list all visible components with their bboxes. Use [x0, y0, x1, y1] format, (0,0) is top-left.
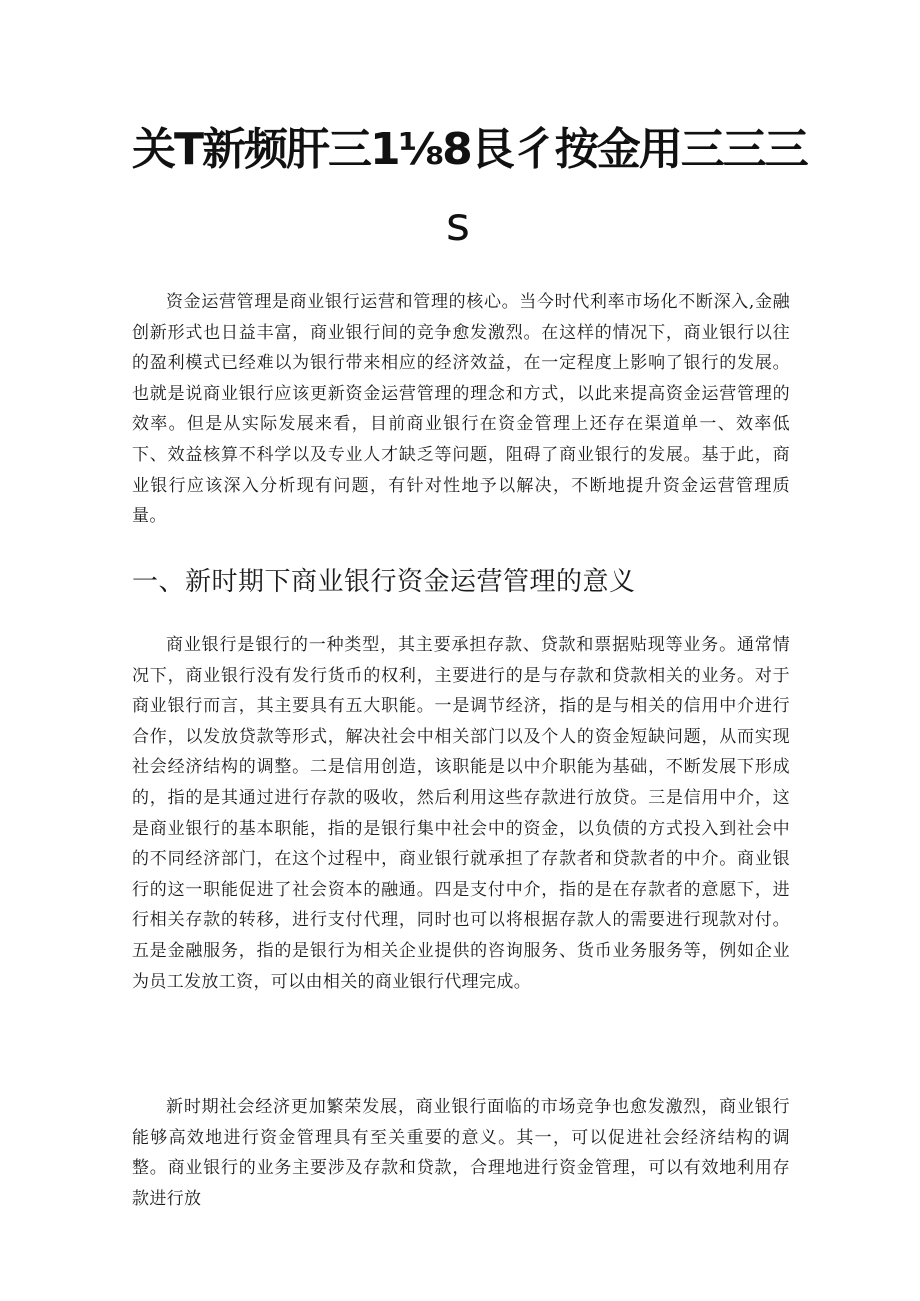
intro-paragraph: 资金运营管理是商业银行运营和管理的核心。当今时代利率市场化不断深入,金融创新形式也日益丰富，商业银行间的竞争愈发激烈。在这样的情况下，商业银行以往的盈利模式已经难以为银行带来相应的经济效益，在一定程度上影响了银行的发展。也就是说商业银行应该更新资金运营管理的理念和方式，以此来提高资金运营管理的效率。但是从实际发展来看，目前商业银行在资金管理上还存在渠道单一、效率低下、效益核算不科学以及专业人才缺乏等问题，阻碍了商业银行的发展。基于此，商业银行应该深入分析现有问题，有针对性地予以解决，不断地提升资金运营管理质量。: [132, 292, 790, 527]
body-paragraph-2: 新时期社会经济更加繁荣发展，商业银行面临的市场竞争也愈发激烈，商业银行能够高效地进行资金管理具有至关重要的意义。其一，可以促进社会经济结构的调整。商业银行的业务主要涉及存款和贷款，合理地进行资金管理，可以有效地利用存款进行放: [132, 1097, 790, 1209]
section-heading: 一、新时期下商业银行资金运营管理的意义: [132, 567, 636, 597]
document-title-continuation: s: [446, 197, 470, 251]
body-paragraph-1: 商业银行是银行的一种类型，其主要承担存款、贷款和票据贴现等业务。通常情况下，商业银行没有发行货币的权利，主要进行的是与存款和贷款相关的业务。对于商业银行而言，其主要具有五大职能。一是调节经济，指的是与相关的信用中介进行合作，以发放贷款等形式，解决社会中相关部门以及个人的资金短缺问题，从而实现社会经济结构的调整。二是信用创造，该职能是以中介职能为基础，不断发展下形成的，指的是其通过进行存款的吸收，然后利用这些存款进行放贷。三是信用中介，这是商业银行的基本职能，指的是银行集中社会中的资金，以负债的方式投入到社会中的不同经济部门，在这个过程中，商业银行就承担了存款者和贷款者的中介。商业银行的这一职能促进了社会资本的融通。四是支付中介，指的是在存款者的意愿下，进行相关存款的转移，进行支付代理，同时也可以将根据存款人的需要进行现款对付。五是金融服务，指的是银行为相关企业提供的咨询服务、货币业务服务等，例如企业为员工发放工资，可以由相关的商业银行代理完成。: [132, 635, 790, 992]
document-title: 关T新频肝三1⅛8艮彳按金用三三三: [132, 124, 807, 175]
